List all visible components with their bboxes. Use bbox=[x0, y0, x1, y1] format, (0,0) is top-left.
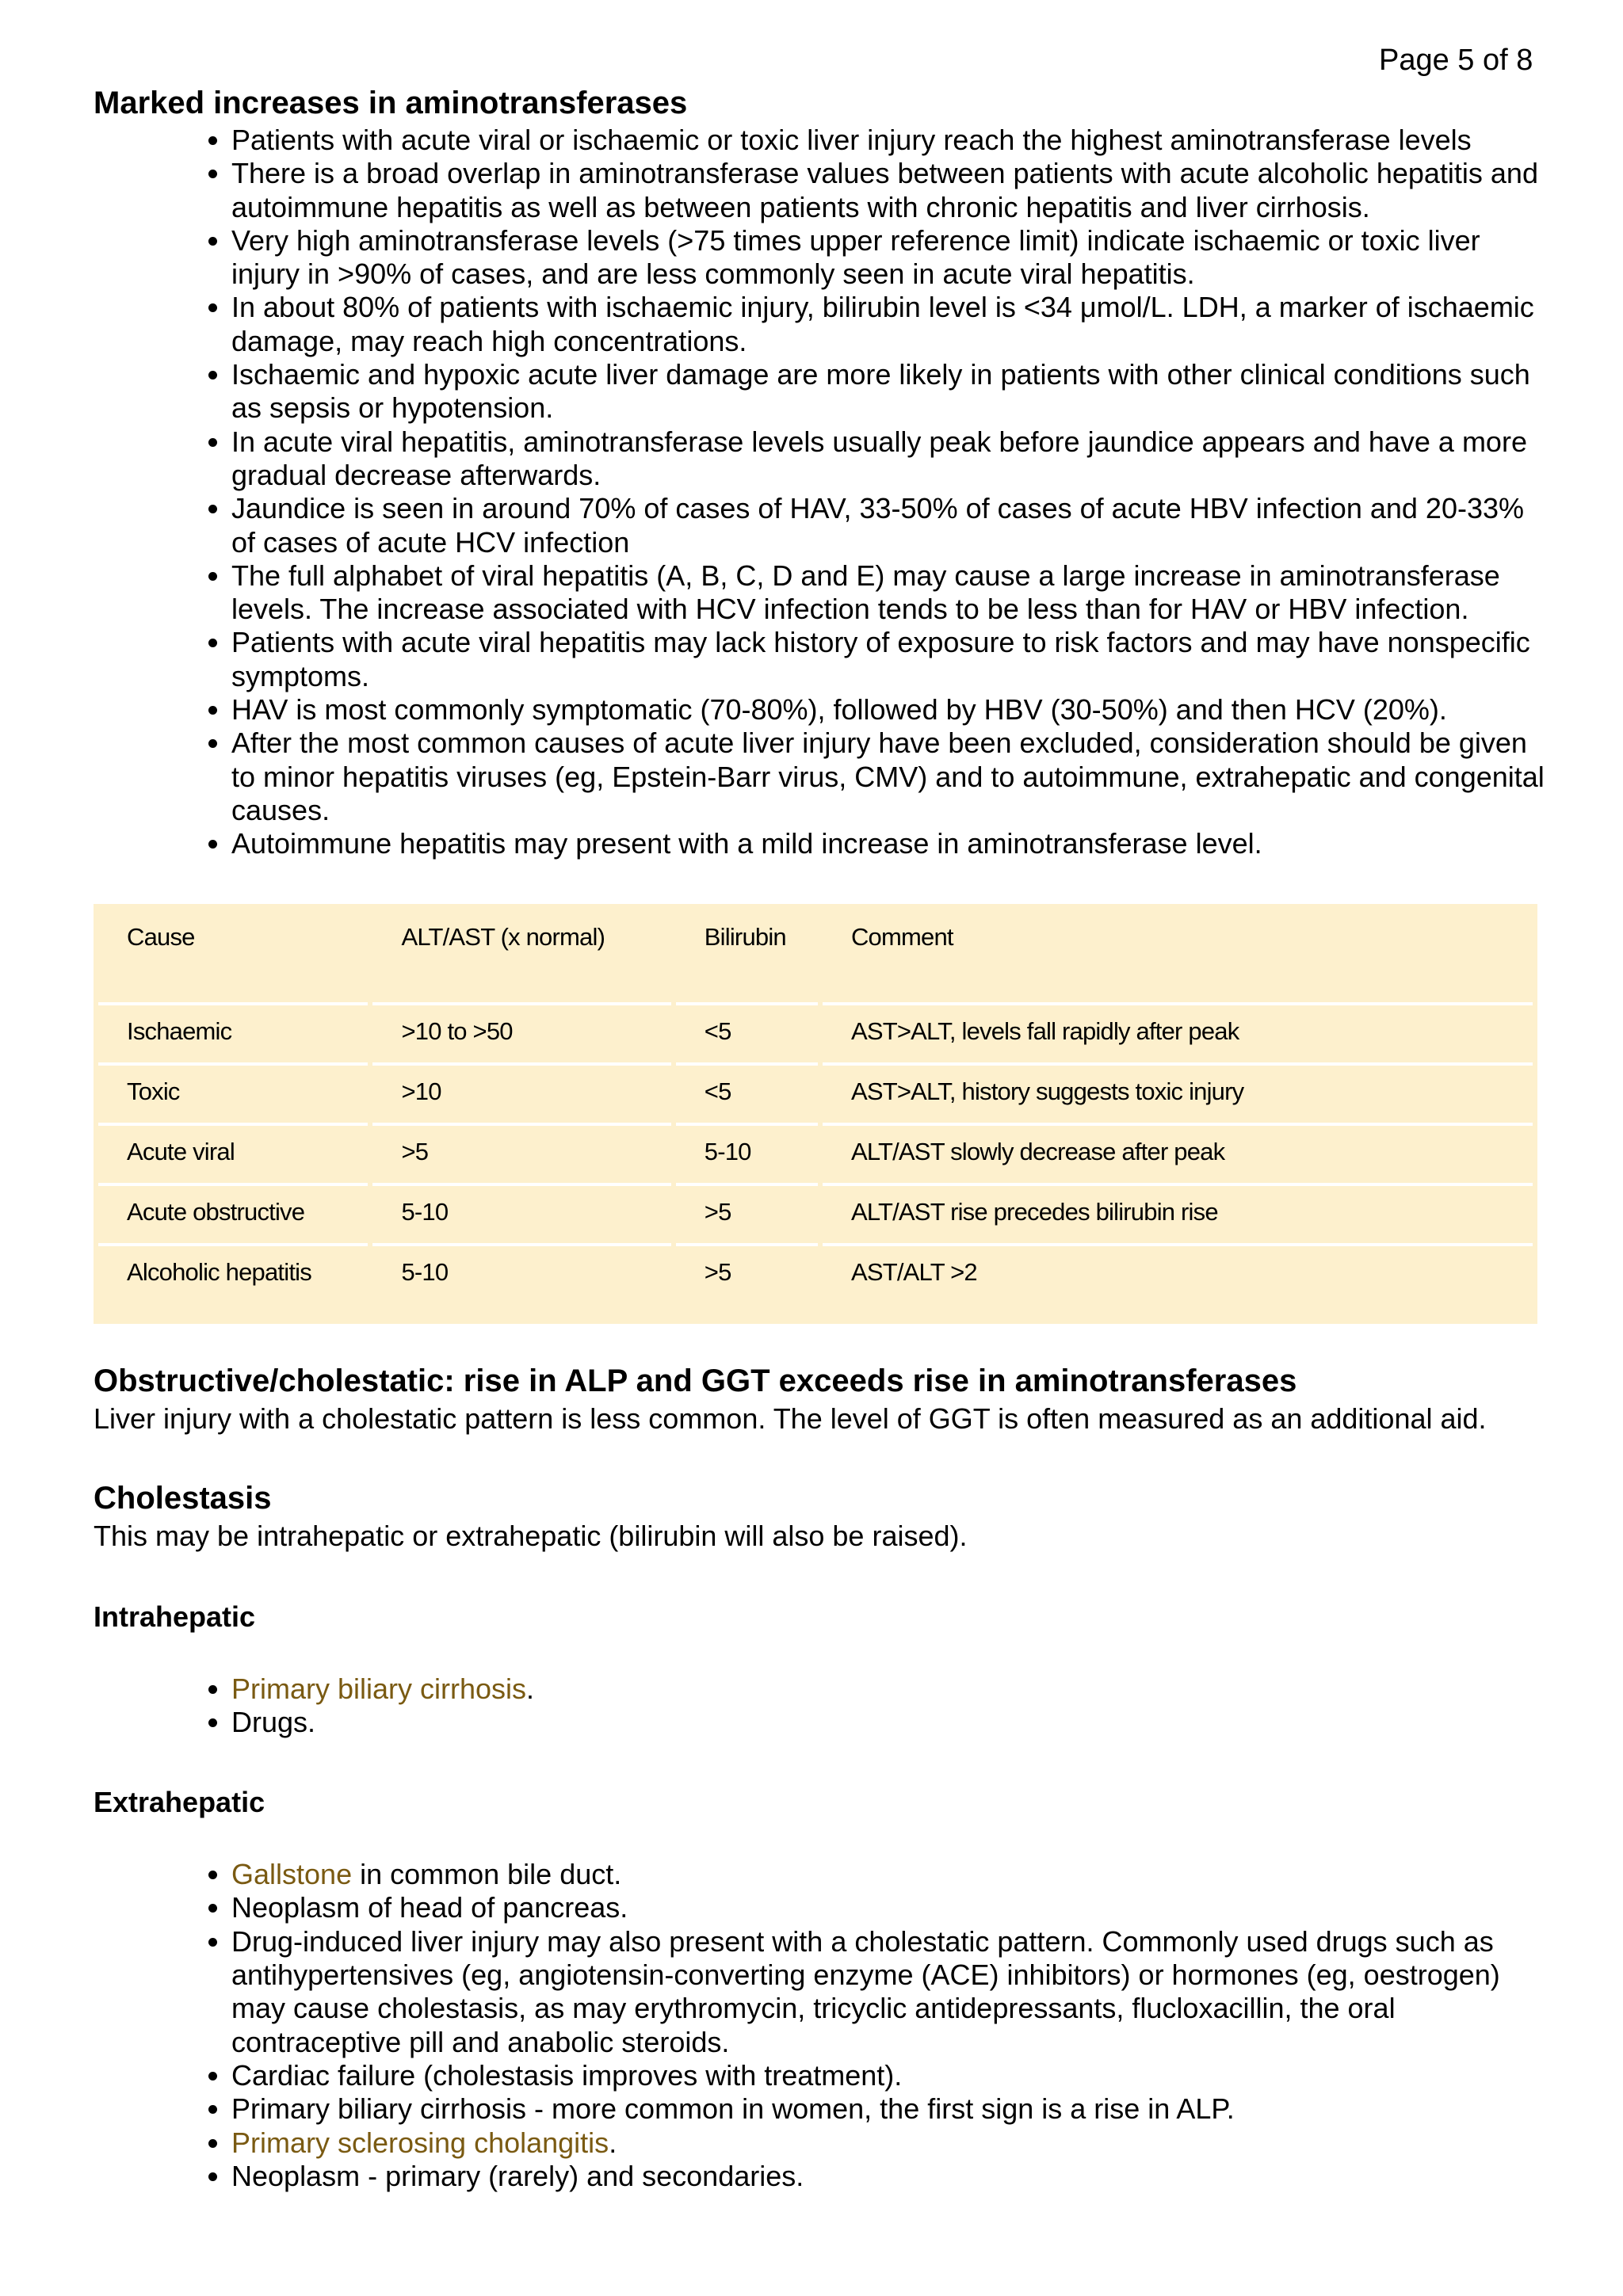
list-item: • In about 80% of patients with ischaemic injury, bilirubin level is <34 μmol/L. LDH, a marker of ischaemic damage, may reach high concentrations. bbox=[231, 291, 1545, 358]
list-item-text: . bbox=[609, 2126, 617, 2159]
link-gallstone[interactable]: Gallstone bbox=[231, 1858, 353, 1891]
list-item bbox=[231, 1858, 1545, 1891]
list-item: • Drug-induced liver injury may also present with a cholestatic pattern. Commonly used drugs such as antihypertensives (eg, angiotensin-converting enzyme (ACE) inhibitors) or hormones (eg, oestrogen) may cause cholestasis, as may erythromycin, tricyclic antidepressants, flucloxacillin, the oral contraceptive pill and anabolic steroids. bbox=[231, 1925, 1545, 2059]
table-cell: >5 bbox=[676, 1243, 818, 1299]
table-cell: 5-10 bbox=[676, 1123, 818, 1178]
section-heading-marked-increases: Marked increases in aminotransferases bbox=[94, 86, 688, 120]
liver-function-table bbox=[94, 906, 1537, 1303]
table-cell: AST/ALT >2 bbox=[823, 1243, 1533, 1299]
table-cell: >10 to >50 bbox=[372, 1002, 670, 1058]
extrahepatic-list bbox=[94, 1858, 1545, 2193]
table-row bbox=[98, 1062, 1533, 1118]
table-cell: Alcoholic hepatitis bbox=[98, 1243, 368, 1299]
list-item: • Jaundice is seen in around 70% of cases of HAV, 33-50% of cases of acute HBV infection and 20-33% of cases of acute HCV infection bbox=[231, 492, 1545, 559]
page-number: Page 5 of 8 bbox=[1379, 44, 1533, 77]
liver-function-table-container bbox=[94, 904, 1537, 1324]
list-item: • After the most common causes of acute liver injury have been excluded, consideration should be given to minor hepatitis viruses (eg, Epstein-Barr virus, CMV) and to autoimmune, extrahepatic and congenital causes. bbox=[231, 727, 1545, 827]
column-header-bilirubin: Bilirubin bbox=[676, 910, 818, 997]
intrahepatic-list bbox=[94, 1672, 1545, 1740]
table-cell: 5-10 bbox=[372, 1183, 670, 1238]
table-cell: ALT/AST rise precedes bilirubin rise bbox=[823, 1183, 1533, 1238]
column-header-cause: Cause bbox=[98, 910, 368, 997]
table-cell: 5-10 bbox=[372, 1243, 670, 1299]
table-row bbox=[98, 1243, 1533, 1299]
table-cell: Acute viral bbox=[98, 1123, 368, 1178]
column-header-comment: Comment bbox=[823, 910, 1533, 997]
list-item: • Patients with acute viral hepatitis may lack history of exposure to risk factors and may have nonspecific symptoms. bbox=[231, 626, 1545, 693]
list-item: • Cardiac failure (cholestasis improves with treatment). bbox=[231, 2059, 1545, 2092]
list-item: • Very high aminotransferase levels (>75 times upper reference limit) indicate ischaemic or toxic liver injury in >90% of cases, and are less commonly seen in acute viral hepatitis. bbox=[231, 224, 1545, 292]
table-cell: >5 bbox=[676, 1183, 818, 1238]
list-item-text: in common bile duct. bbox=[352, 1858, 622, 1891]
table-row bbox=[98, 1123, 1533, 1178]
link-primary-sclerosing-cholangitis[interactable]: Primary sclerosing cholangitis bbox=[231, 2126, 609, 2159]
table-cell: Ischaemic bbox=[98, 1002, 368, 1058]
list-item: • Neoplasm of head of pancreas. bbox=[231, 1891, 1545, 1924]
table-cell: <5 bbox=[676, 1002, 818, 1058]
section-heading-cholestasis: Cholestasis bbox=[94, 1480, 272, 1516]
list-item: • Patients with acute viral or ischaemic or toxic liver injury reach the highest aminotransferase levels bbox=[231, 124, 1545, 157]
sub-heading-intrahepatic: Intrahepatic bbox=[94, 1600, 256, 1633]
list-item: • Autoimmune hepatitis may present with a mild increase in aminotransferase level. bbox=[231, 827, 1545, 860]
list-item-text: . bbox=[526, 1672, 535, 1705]
table-cell: >5 bbox=[372, 1123, 670, 1178]
table-cell: AST>ALT, levels fall rapidly after peak bbox=[823, 1002, 1533, 1058]
table-cell: >10 bbox=[372, 1062, 670, 1118]
list-item: • The full alphabet of viral hepatitis (A, B, C, D and E) may cause a large increase in aminotransferase levels. The increase associated with HCV infection tends to be less than for HAV or HBV infection. bbox=[231, 559, 1545, 627]
column-header-alt-ast: ALT/AST (x normal) bbox=[372, 910, 670, 997]
document-content bbox=[94, 82, 1545, 2193]
table-cell: Toxic bbox=[98, 1062, 368, 1118]
section-heading-obstructive: Obstructive/cholestatic: rise in ALP and GGT exceeds rise in aminotransferases bbox=[94, 1363, 1297, 1398]
list-item bbox=[231, 2126, 1545, 2160]
list-item: • There is a broad overlap in aminotransferase values between patients with acute alcoholic hepatitis and autoimmune hepatitis as well as between patients with chronic hepatitis and liver cirrhosis. bbox=[231, 157, 1545, 224]
cholestasis-text: This may be intrahepatic or extrahepatic (bilirubin will also be raised). bbox=[94, 1519, 968, 1552]
link-primary-biliary-cirrhosis[interactable]: Primary biliary cirrhosis bbox=[231, 1672, 527, 1705]
marked-increases-list bbox=[94, 124, 1545, 861]
table-cell: ALT/AST slowly decrease after peak bbox=[823, 1123, 1533, 1178]
list-item: • Drugs. bbox=[231, 1706, 1545, 1739]
list-item: • Ischaemic and hypoxic acute liver damage are more likely in patients with other clinical conditions such as sepsis or hypotension. bbox=[231, 358, 1545, 425]
table-cell: <5 bbox=[676, 1062, 818, 1118]
list-item: • HAV is most commonly symptomatic (70-80%), followed by HBV (30-50%) and then HCV (20%). bbox=[231, 693, 1545, 727]
list-item: • In acute viral hepatitis, aminotransferase levels usually peak before jaundice appears and have a more gradual decrease afterwards. bbox=[231, 425, 1545, 493]
list-item: • Neoplasm - primary (rarely) and secondaries. bbox=[231, 2160, 1545, 2193]
table-cell: AST>ALT, history suggests toxic injury bbox=[823, 1062, 1533, 1118]
table-header-row bbox=[98, 910, 1533, 997]
obstructive-text: Liver injury with a cholestatic pattern is less common. The level of GGT is often measured as an additional aid. bbox=[94, 1402, 1487, 1435]
table-row bbox=[98, 1002, 1533, 1058]
table-row bbox=[98, 1183, 1533, 1238]
sub-heading-extrahepatic: Extrahepatic bbox=[94, 1786, 265, 1819]
table-cell: Acute obstructive bbox=[98, 1183, 368, 1238]
list-item bbox=[231, 1672, 1545, 1706]
list-item: • Primary biliary cirrhosis - more common in women, the first sign is a rise in ALP. bbox=[231, 2092, 1545, 2126]
